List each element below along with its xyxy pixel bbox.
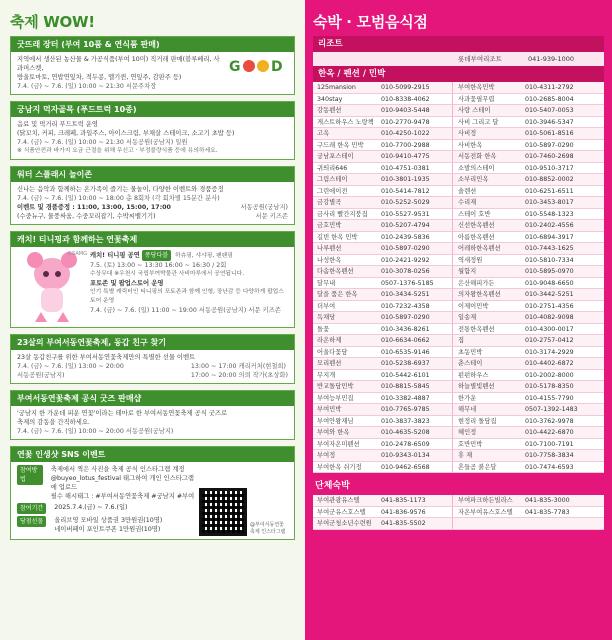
lodging-tel: 010-9343-0134 bbox=[381, 450, 453, 461]
lodging-name: 모리펜션 bbox=[317, 360, 342, 367]
lodging-tel: 010-3442-5251 bbox=[525, 291, 574, 298]
lodging-name: 어레하한옥펜션 bbox=[458, 245, 501, 252]
lodging-tel: 0507-1376-5185 bbox=[381, 278, 453, 289]
table-row bbox=[313, 404, 604, 416]
lodging-tel: 010-2757-0412 bbox=[525, 337, 574, 344]
table-row bbox=[313, 255, 604, 267]
lodging-tel: 010-2770-9478 bbox=[381, 117, 453, 128]
market-date: 7.4. (금) ~ 7.6. (일) 10:00 ~ 21:30 서문주차장 bbox=[17, 83, 157, 90]
lodging-tel: 010-3801-1935 bbox=[381, 174, 453, 185]
lodging-tel: 010-2751-4356 bbox=[525, 302, 574, 310]
food-note: ※ 식품안전과 바가지 요금 근절을 위해 무신고 · 부정불량식품 등에 유의하세요. bbox=[17, 148, 218, 154]
water-place-2: 서문 키즈존 bbox=[255, 213, 288, 220]
table-row bbox=[313, 381, 604, 393]
lodging-name: 구드래 한옥 민박 bbox=[317, 141, 364, 149]
table-row bbox=[313, 197, 604, 209]
lodging-tel: 041-835-3000 bbox=[525, 497, 570, 504]
table-row bbox=[313, 370, 604, 382]
lodging-tel: 010-3174-2929 bbox=[525, 348, 574, 356]
same-age-place: 서동공원(궁남지) bbox=[17, 372, 65, 379]
lodging-tel: 010-5252-5029 bbox=[381, 197, 453, 208]
lodging-panel bbox=[313, 36, 604, 473]
lodging-name: 사과꽃필무렵 bbox=[458, 95, 495, 103]
lodging-tel: 010-5407-0053 bbox=[525, 107, 574, 114]
lodging-name: 금강별곡 bbox=[317, 199, 342, 206]
lodging-tel: 010-4422-6870 bbox=[525, 429, 574, 436]
table-row bbox=[313, 105, 604, 117]
goods-date: 7.4. (금) ~ 7.6. (일) 10:00 ~ 20:00 서동공원(궁남지) bbox=[17, 428, 174, 435]
table-row bbox=[313, 209, 604, 221]
table-row bbox=[313, 140, 604, 152]
lodging-tel: 010-4082-9098 bbox=[525, 314, 574, 321]
lodging-name: 달무내 bbox=[317, 279, 336, 287]
popup-desc: 인기 특별 캐릭터인 티니핑의 포토존과 함께 인형, 장난감 등 다양하게 팝업스토어 운영 bbox=[90, 289, 284, 304]
lodging-name: 독채당 bbox=[317, 314, 336, 321]
table-row bbox=[313, 507, 604, 519]
lodging-name: 서동전화 한옥 bbox=[458, 153, 497, 160]
lodging-name: 신선한옥펜션 bbox=[458, 222, 495, 229]
goods-desc-2: 축제의 감동을 간직하세요. bbox=[17, 419, 90, 426]
sns-hashtags: 필수 해시태그 : #부여서동연꽃축제 #궁남지 #부여 bbox=[50, 493, 195, 500]
table-row bbox=[313, 220, 604, 232]
lodging-tel: 010-5099-2915 bbox=[381, 82, 453, 93]
table-row bbox=[313, 163, 604, 175]
hanok-band: 한옥 / 펜션 / 민박 bbox=[313, 66, 604, 82]
water-place-1: 서동공원(궁남지) bbox=[240, 204, 288, 211]
lodging-name: 의자왕한옥펜션 bbox=[458, 291, 501, 298]
lodging-tel: 010-7232-4358 bbox=[381, 301, 453, 312]
table-row bbox=[313, 151, 604, 163]
table-row bbox=[313, 393, 604, 405]
lodging-name: 궁남포스테이 bbox=[317, 153, 354, 160]
table-row bbox=[313, 495, 604, 507]
lodging-name: 그림스테이 bbox=[317, 176, 348, 183]
qr-note: @부여서동연꽃축제 인스타그램 bbox=[250, 522, 286, 535]
lodging-name: 휴 재 bbox=[458, 452, 473, 459]
water-desc: 신나는 음악과 함께하는 온가족이 즐기는 물놀이, 다양한 이벤트와 경품증정 bbox=[17, 186, 224, 193]
lodging-name: 나루펜션 bbox=[317, 245, 342, 252]
lodging-tel: 010-7460-2698 bbox=[525, 153, 574, 160]
lodging-tel: 010-2439-5836 bbox=[381, 232, 453, 243]
lodging-name: 소발의스테이 bbox=[458, 164, 495, 172]
table-row bbox=[313, 278, 604, 290]
food-date: 7.4. (금) ~ 7.6. (일) 10:00 ~ 21:30 서동공원(궁남지) 일원 bbox=[17, 139, 188, 146]
lodging-name: 부여자온미펜션 bbox=[317, 440, 360, 448]
lodging-tel: 010-5207-4794 bbox=[381, 220, 453, 231]
sns-period: 2025.7.4.(금) ~ 7.6.(일) bbox=[54, 504, 128, 511]
lodging-name: 부여안왕재님 bbox=[317, 417, 354, 425]
stage-badge: 퐁당다블 bbox=[142, 250, 171, 261]
prize-2: 네이버페이 포인트쿠폰 1만원권(10명) bbox=[54, 526, 161, 533]
lodging-name: 월함지 bbox=[458, 268, 477, 275]
lodging-name: 금호민박 bbox=[317, 222, 342, 229]
lodging-tel: 0507-1392-1483 bbox=[525, 406, 578, 413]
lodging-tel: 010-6634-0662 bbox=[381, 335, 453, 346]
lodging-name: 혜인정 bbox=[458, 429, 477, 436]
water-event-list: (수중뉴구, 물풍싸움, 수중꼬리잡기, 수박씨뱉기기) bbox=[17, 213, 156, 220]
festival-column bbox=[0, 0, 305, 640]
participation-tag: 참여방법 bbox=[17, 465, 43, 485]
lodging-name: 일송재 bbox=[458, 314, 477, 321]
lodging-name: 라온하제 bbox=[317, 337, 342, 344]
popup-date: 7.4. (금) ~ 7.6. (일) 11:00 ~ 19:00 서동공원(궁남지) 서문 키즈존 bbox=[90, 307, 281, 314]
lodging-name: 호반민박 bbox=[458, 440, 483, 448]
lodging-name: 달을 품은 한옥 bbox=[317, 291, 358, 298]
lodging-tel: 010-4635-5208 bbox=[381, 427, 453, 438]
lodging-name: 자온부여유스호스텔 bbox=[458, 508, 513, 516]
water-date: 7.4. (금) ~ 7.6. (일) 10:00 ~ 18:00 총 8회차 (각 회차별 15분간 분사) bbox=[17, 195, 220, 202]
lodging-name: 부여와 한옥 bbox=[317, 429, 350, 436]
table-row bbox=[313, 243, 604, 255]
lodging-name: 전통한옥펜션 bbox=[458, 325, 495, 333]
lodging-name: 부여군유스호스텔 bbox=[317, 508, 366, 516]
lodging-tel: 010-7100-7191 bbox=[525, 440, 574, 448]
tiniping-character-icon bbox=[17, 250, 87, 324]
lodging-tel: 010-2478-6509 bbox=[381, 439, 453, 450]
table-row bbox=[313, 94, 604, 106]
lodging-name: 125mansion bbox=[317, 84, 356, 91]
lodging-name: 돌꽃 bbox=[317, 325, 330, 333]
same-age-time-2: 17:00 ~ 20:00 의뢰 작가(초상화) bbox=[190, 372, 288, 379]
lodging-tel: 010-8815-5845 bbox=[381, 381, 453, 392]
lodging-name: 금사리 빨간지붕집 bbox=[317, 210, 368, 218]
lodging-name: 340stay bbox=[317, 95, 343, 103]
table-row bbox=[313, 427, 604, 439]
section-heading: 캐치! 티니핑과 함께하는 연꽃축제 bbox=[11, 232, 294, 247]
lodging-name: 부여정 bbox=[317, 452, 336, 459]
table-row bbox=[313, 266, 604, 278]
lodging-name: 부여한옥민박 bbox=[458, 84, 495, 91]
resort-band: 리조트 bbox=[313, 36, 604, 52]
food-desc-1: 음료 및 먹거리 푸드트럭 운영 bbox=[17, 121, 98, 128]
table-row bbox=[313, 462, 604, 474]
lodging-name: 해무네 bbox=[458, 406, 477, 413]
table-row bbox=[313, 324, 604, 336]
table-row bbox=[313, 439, 604, 451]
lodging-tel: 041-835-5502 bbox=[381, 518, 453, 529]
lodging-name: 한가운 bbox=[458, 394, 477, 402]
water-splash-section bbox=[10, 166, 295, 225]
lodging-name: 하늘별빛펜션 bbox=[458, 383, 495, 390]
tiniping-section bbox=[10, 231, 295, 328]
lodging-tel: 010-4751-0381 bbox=[381, 163, 453, 174]
lodging-tel: 010-4155-7790 bbox=[525, 394, 574, 402]
lodging-name: 사랑 스테이 bbox=[458, 107, 491, 114]
lodging-tel bbox=[525, 518, 597, 529]
lodging-name: 소부리민옥 bbox=[458, 176, 489, 183]
lodging-tel: 010-7474-6593 bbox=[525, 463, 574, 471]
section-heading: 부여서동연꽃축제 공식 굿즈 판매샵 bbox=[11, 391, 294, 406]
lodging-tel: 010-3946-5347 bbox=[525, 118, 574, 126]
resort-row bbox=[313, 52, 604, 66]
lodging-tel: 010-3434-5251 bbox=[381, 289, 453, 300]
prize-1: 올리브영 모바일 상품권 3만원권(10명) bbox=[54, 517, 163, 524]
lodging-title: 숙박 · 모범음식점 bbox=[313, 13, 428, 31]
lodging-tel: 010-5897-0290 bbox=[381, 312, 453, 323]
lodging-tel: 010-3382-4887 bbox=[381, 393, 453, 404]
tiniping-show-time: 7.5. (토) 13:00 ~ 13:30 16:00 ~ 16:30 / 2회 bbox=[90, 262, 227, 269]
hanok-table bbox=[313, 82, 604, 473]
lodging-name: 다솜한옥펜션 bbox=[317, 268, 354, 275]
table-row bbox=[313, 174, 604, 186]
lodging-tel: 010-9510-3717 bbox=[525, 164, 574, 172]
svg-text:D: D bbox=[271, 59, 283, 75]
market-desc-1: 지역에서 생산된 농산물 & 가공식품(부여 10미) 직거래 판매(블루베리, 사과머스켓, bbox=[17, 56, 220, 72]
lodging-tel: 041-835-1173 bbox=[381, 495, 453, 506]
lodging-tel: 010-7700-2988 bbox=[381, 140, 453, 151]
resort-tel: 041-939-1000 bbox=[528, 55, 575, 63]
lodging-name: 솔렌션 bbox=[458, 187, 477, 195]
table-row bbox=[313, 358, 604, 370]
lodging-tel: 010-4311-2792 bbox=[525, 84, 574, 91]
sns-how-2: @buyeo_lotus_festival 태그하여 개인 인스타그램에 업로드 bbox=[50, 475, 194, 491]
lodging-tel: 010-2402-4556 bbox=[525, 222, 574, 229]
same-age-desc: 23살 동갑친구를 위한 부여서동연꽃축제만의 특별한 선물 이벤트 bbox=[17, 354, 196, 361]
lodging-name: 반교돌담민박 bbox=[317, 383, 354, 390]
lodging-name: 아름한옥펜션 bbox=[458, 233, 495, 241]
lodging-tel: 010-2421-9292 bbox=[381, 255, 453, 266]
lodging-name: 현정리 돌담집 bbox=[458, 417, 497, 425]
lodging-name: 그린에이전 bbox=[317, 187, 348, 195]
lodging-tel: 010-2002-8000 bbox=[525, 371, 574, 379]
table-row bbox=[313, 82, 604, 94]
lodging-name: 고옥 bbox=[317, 130, 330, 137]
section-heading: 굿뜨래 장터 (부여 10품 & 연식품 판매) bbox=[11, 37, 294, 52]
table-row bbox=[313, 128, 604, 140]
lodging-tel: 010-7758-3834 bbox=[525, 452, 574, 459]
food-alley-section bbox=[10, 101, 295, 160]
section-heading: 워터 스플래시 놀이존 bbox=[11, 167, 294, 182]
lodging-tel: 010-6894-3917 bbox=[525, 233, 574, 241]
lodging-tel: 010-3453-8017 bbox=[525, 199, 574, 206]
table-row bbox=[313, 232, 604, 244]
table-row bbox=[313, 289, 604, 301]
lodging-tel: 010-5548-1323 bbox=[525, 210, 574, 218]
lodging-tel: 010-7443-1625 bbox=[525, 245, 574, 252]
lodging-name: 부여군청소년수련원 bbox=[317, 520, 372, 527]
lodging-tel: 010-4300-0017 bbox=[525, 325, 574, 333]
section-heading: 연꽃 인생샷 SNS 이벤트 bbox=[11, 447, 294, 462]
section-heading: 궁남지 먹자골목 (푸드트럭 10종) bbox=[11, 102, 294, 117]
svg-text:G: G bbox=[229, 59, 241, 75]
table-row bbox=[313, 416, 604, 428]
lodging-tel: 010-5238-6937 bbox=[381, 358, 453, 369]
lodging-name: 강동펜션 bbox=[317, 107, 342, 114]
lodging-name: 길빈 한옥 민박 bbox=[317, 233, 358, 241]
period-tag: 참여기간 bbox=[17, 503, 46, 514]
lodging-name: 집 bbox=[458, 337, 465, 344]
table-row bbox=[313, 335, 604, 347]
lodging-name: 더부여 bbox=[317, 302, 336, 310]
lodging-tel: 010-5061-8516 bbox=[525, 130, 574, 137]
goodtrae-logo-icon bbox=[226, 55, 288, 77]
lodging-tel: 010-4250-1022 bbox=[381, 128, 453, 139]
lodging-tel: 010-8338-4062 bbox=[381, 94, 453, 105]
food-desc-2: (닭꼬치, 커피, 크레페, 과일주스, 아이스크림, 부채살 스테이크, 소고기 초밥 등) bbox=[17, 130, 235, 137]
lodging-tel: 010-3762-9978 bbox=[525, 417, 574, 425]
lodging-name: 사비한옥 bbox=[458, 141, 483, 149]
lodging-name: 은산해피가든 bbox=[458, 279, 495, 287]
lodging-name: 펀펀하우스 bbox=[458, 371, 489, 379]
lodging-name: 부여한옥 쉬기정 bbox=[317, 463, 362, 471]
table-row bbox=[313, 450, 604, 462]
lodging-name: 이제이민박 bbox=[458, 302, 489, 310]
market-desc-2: 방울토마토, 연밥연잎차, 적두콩, 멜기퀸, 연잎주, 감판주 등) bbox=[17, 74, 182, 81]
group-lodging-table bbox=[313, 495, 604, 530]
lodging-tel: 010-2685-8004 bbox=[525, 95, 574, 103]
same-age-time-1: 13:00 ~ 17:00 캐리커처(현철희) bbox=[190, 363, 286, 370]
table-row bbox=[313, 518, 604, 530]
lodging-tel: 010-5810-7334 bbox=[525, 256, 574, 264]
market-section bbox=[10, 36, 295, 95]
lodging-name bbox=[453, 518, 525, 529]
lodging-name: 수리재 bbox=[458, 199, 477, 206]
goods-shop-section bbox=[10, 390, 295, 440]
lodging-name: 스테이 호반 bbox=[458, 210, 491, 218]
lodging-tel: 010-5897-0290 bbox=[525, 141, 574, 149]
lodging-tel: 010-4402-6872 bbox=[525, 360, 574, 367]
group-lodging-title: 단체숙박 bbox=[315, 481, 350, 491]
table-row bbox=[313, 312, 604, 324]
lodging-tel: 010-5895-0970 bbox=[525, 268, 574, 275]
lodging-tel: 010-9403-5448 bbox=[381, 105, 453, 116]
popup-title: 포토존 및 팝업스토어 운영 bbox=[90, 280, 164, 287]
lodging-tel: 010-5442-6101 bbox=[381, 370, 453, 381]
lodging-name: 게스트하우스 노랑책 bbox=[317, 118, 374, 126]
lodging-name: 나성한옥 bbox=[317, 256, 342, 264]
lodging-tel: 010-3078-0256 bbox=[381, 266, 453, 277]
copyright-text: ©SAMG bbox=[67, 251, 87, 257]
same-age-date: 7.4. (금) ~ 7.6. (일) 13:00 ~ 20:00 bbox=[17, 363, 124, 370]
lodging-tel: 010-6535-9146 bbox=[381, 347, 453, 358]
table-row bbox=[313, 186, 604, 198]
lodging-tel: 010-6251-6511 bbox=[525, 187, 574, 195]
lodging-name: 귀띄리646 bbox=[317, 164, 348, 172]
lodging-tel: 010-9462-6568 bbox=[381, 462, 453, 473]
lodging-name: 부여관광유스텔 bbox=[317, 497, 360, 504]
festival-title: 축제 WOW! bbox=[10, 13, 95, 31]
lodging-name: 부여민박 bbox=[317, 406, 342, 413]
lodging-tel: 010-3837-3823 bbox=[381, 416, 453, 427]
tiniping-cast: 하츄핑, 샤샤핑, 팬팬핑 bbox=[175, 253, 233, 259]
lodging-tel: 041-835-7783 bbox=[525, 508, 570, 516]
water-event-times: 이벤트 및 경품증정 : 11:00, 13:00, 15:00, 17:00 bbox=[17, 204, 171, 211]
prize-tag: 당첨선물 bbox=[17, 516, 46, 527]
table-row bbox=[313, 347, 604, 359]
goods-desc-1: '궁남지 한 가운데 피운 연꽃'이라는 테마로 한 부여서동연꽃축제 공식 굿즈로 bbox=[17, 410, 228, 417]
section-heading: 23살의 부여서동연꽃축제, 동갑 친구 찾기 bbox=[11, 335, 294, 350]
lodging-tel: 010-5178-8350 bbox=[525, 383, 574, 390]
lodging-name: 부여능부민집 bbox=[317, 394, 354, 402]
resort-name: 롯데부여리조트 bbox=[458, 55, 502, 63]
lodging-tel: 010-9048-6650 bbox=[525, 279, 574, 287]
lodging-name: 춘스테이 bbox=[458, 360, 483, 367]
tiniping-show-title: 캐치! 티니핑 공연 bbox=[90, 252, 140, 259]
sns-event-section bbox=[10, 446, 295, 540]
lodging-column bbox=[305, 0, 612, 640]
sns-how-1: 축제에서 찍은 사진을 축제 공식 인스타그램 계정 bbox=[50, 466, 185, 473]
lodging-name: 무지개 bbox=[317, 371, 336, 379]
same-age-section bbox=[10, 334, 295, 384]
lodging-tel: 010-8852-0002 bbox=[525, 176, 574, 183]
lodging-name: 어울다꽃담 bbox=[317, 348, 348, 356]
lodging-tel: 010-3436-8261 bbox=[381, 324, 453, 335]
lodging-name: 초동민박 bbox=[458, 348, 483, 356]
lodging-tel: 041-836-9576 bbox=[381, 507, 453, 518]
lodging-tel: 010-7765-9785 bbox=[381, 404, 453, 415]
lodging-name: 사비 그리고 달 bbox=[458, 118, 499, 126]
qr-code-icon[interactable] bbox=[199, 488, 247, 536]
table-row bbox=[313, 301, 604, 313]
lodging-tel: 010-9410-4775 bbox=[381, 151, 453, 162]
lodging-name: 사비정 bbox=[458, 130, 477, 137]
lodging-name: 부여파크하든빌라스 bbox=[458, 497, 513, 504]
lodging-name: 흔들곰 붉은달 bbox=[458, 463, 497, 471]
lodging-tel: 010-5897-0290 bbox=[381, 243, 453, 254]
lodging-tel: 010-5414-7812 bbox=[381, 186, 453, 197]
tiniping-show-place: 수상무대 ※우천시 국립부여박물관 사비마루에서 공연됩니다. bbox=[90, 271, 245, 277]
lodging-tel: 010-5527-9531 bbox=[381, 209, 453, 220]
lodging-name: 역새정원 bbox=[458, 256, 483, 264]
table-row bbox=[313, 117, 604, 129]
